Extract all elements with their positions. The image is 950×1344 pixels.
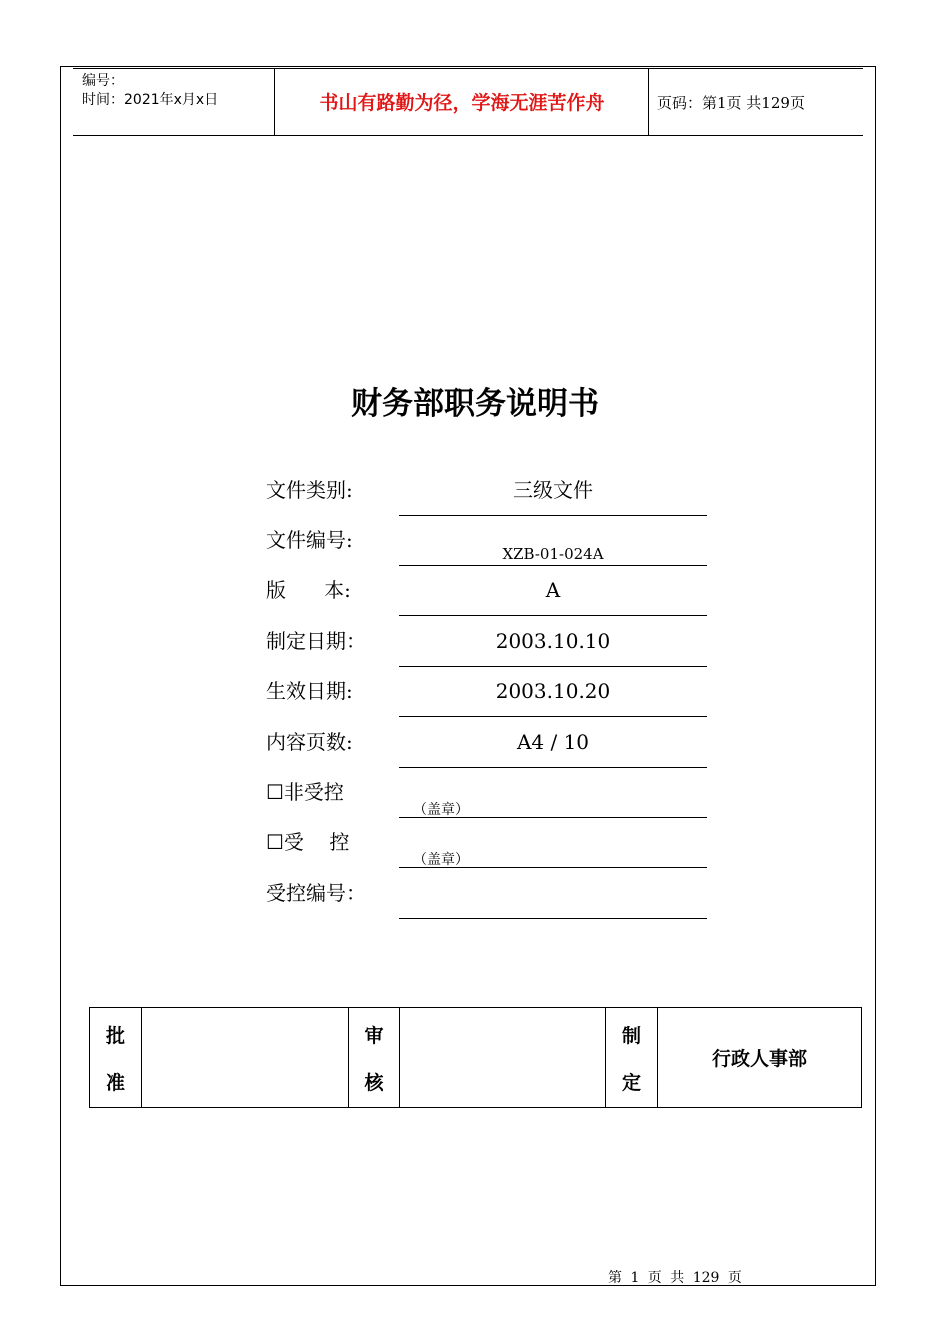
approve-label-char: 准: [105, 1071, 125, 1094]
info-row-page-count: [0, 729, 950, 779]
info-label: 版 本:: [266, 578, 351, 602]
doc-number-label: 编号：: [82, 73, 124, 89]
approve-label-cell: [90, 1008, 142, 1107]
department-cell: 行政人事部: [711, 1048, 807, 1070]
info-value: 2003.10.10: [495, 629, 611, 653]
review-signature-cell: [400, 1008, 606, 1107]
info-underline: [399, 565, 707, 566]
info-label: 制定日期：: [266, 629, 366, 653]
header-divider-right: [648, 68, 649, 135]
info-label: 内容页数:: [266, 730, 353, 754]
info-underline: [399, 767, 707, 768]
make-label-char: 制: [621, 1024, 641, 1047]
info-value: 三级文件: [513, 478, 593, 502]
info-value: A: [545, 578, 561, 602]
review-label-char: 审: [364, 1024, 384, 1047]
info-underline: [399, 515, 707, 516]
info-row-uncontrolled: [0, 779, 950, 829]
info-label: 文件类别:: [266, 478, 353, 502]
review-label-char: 核: [364, 1071, 384, 1094]
uncontrolled-checkbox-label: ☐非受控: [266, 780, 344, 804]
info-row-made-date: [0, 628, 950, 678]
info-value: A4 / 10: [516, 730, 590, 754]
info-underline: [399, 918, 707, 919]
info-value: XZB-01-024A: [502, 545, 604, 563]
header-page-info: 页码：第1页 共129页: [657, 94, 805, 112]
info-label: 文件编号:: [266, 528, 353, 552]
approve-signature-cell: [142, 1008, 349, 1107]
header-bottom-rule: [73, 135, 863, 136]
info-underline: [399, 867, 707, 868]
info-label: 生效日期:: [266, 679, 353, 703]
info-underline: [399, 817, 707, 818]
approve-label-char: 批: [105, 1024, 125, 1047]
stamp-note: （盖章）: [413, 852, 469, 868]
info-row-doc-number: [0, 527, 950, 577]
review-label-cell: [349, 1008, 400, 1107]
info-row-category: [0, 477, 950, 527]
controlled-checkbox-label: ☐受 控: [266, 830, 350, 854]
make-label-char: 定: [621, 1071, 641, 1094]
make-label-cell: [606, 1008, 658, 1107]
document-title: 财务部职务说明书: [351, 386, 599, 422]
info-underline: [399, 716, 707, 717]
doc-time-label: 时间：2021年x月x日: [82, 92, 219, 108]
header-meta: [82, 72, 218, 110]
info-row-version: [0, 577, 950, 627]
page-footer: 第 1 页 共 129 页: [608, 1270, 742, 1286]
approval-table: [89, 1007, 862, 1108]
header-divider-left: [274, 68, 275, 135]
header-motto: 书山有路勤为径，学海无涯苦作舟: [319, 92, 605, 114]
info-underline: [399, 666, 707, 667]
info-label: 受控编号：: [266, 881, 366, 905]
stamp-note: （盖章）: [413, 802, 469, 818]
info-row-controlled: [0, 829, 950, 879]
info-row-effective-date: [0, 678, 950, 728]
info-row-control-number: [0, 880, 950, 930]
info-value: 2003.10.20: [495, 679, 611, 703]
info-underline: [399, 615, 707, 616]
